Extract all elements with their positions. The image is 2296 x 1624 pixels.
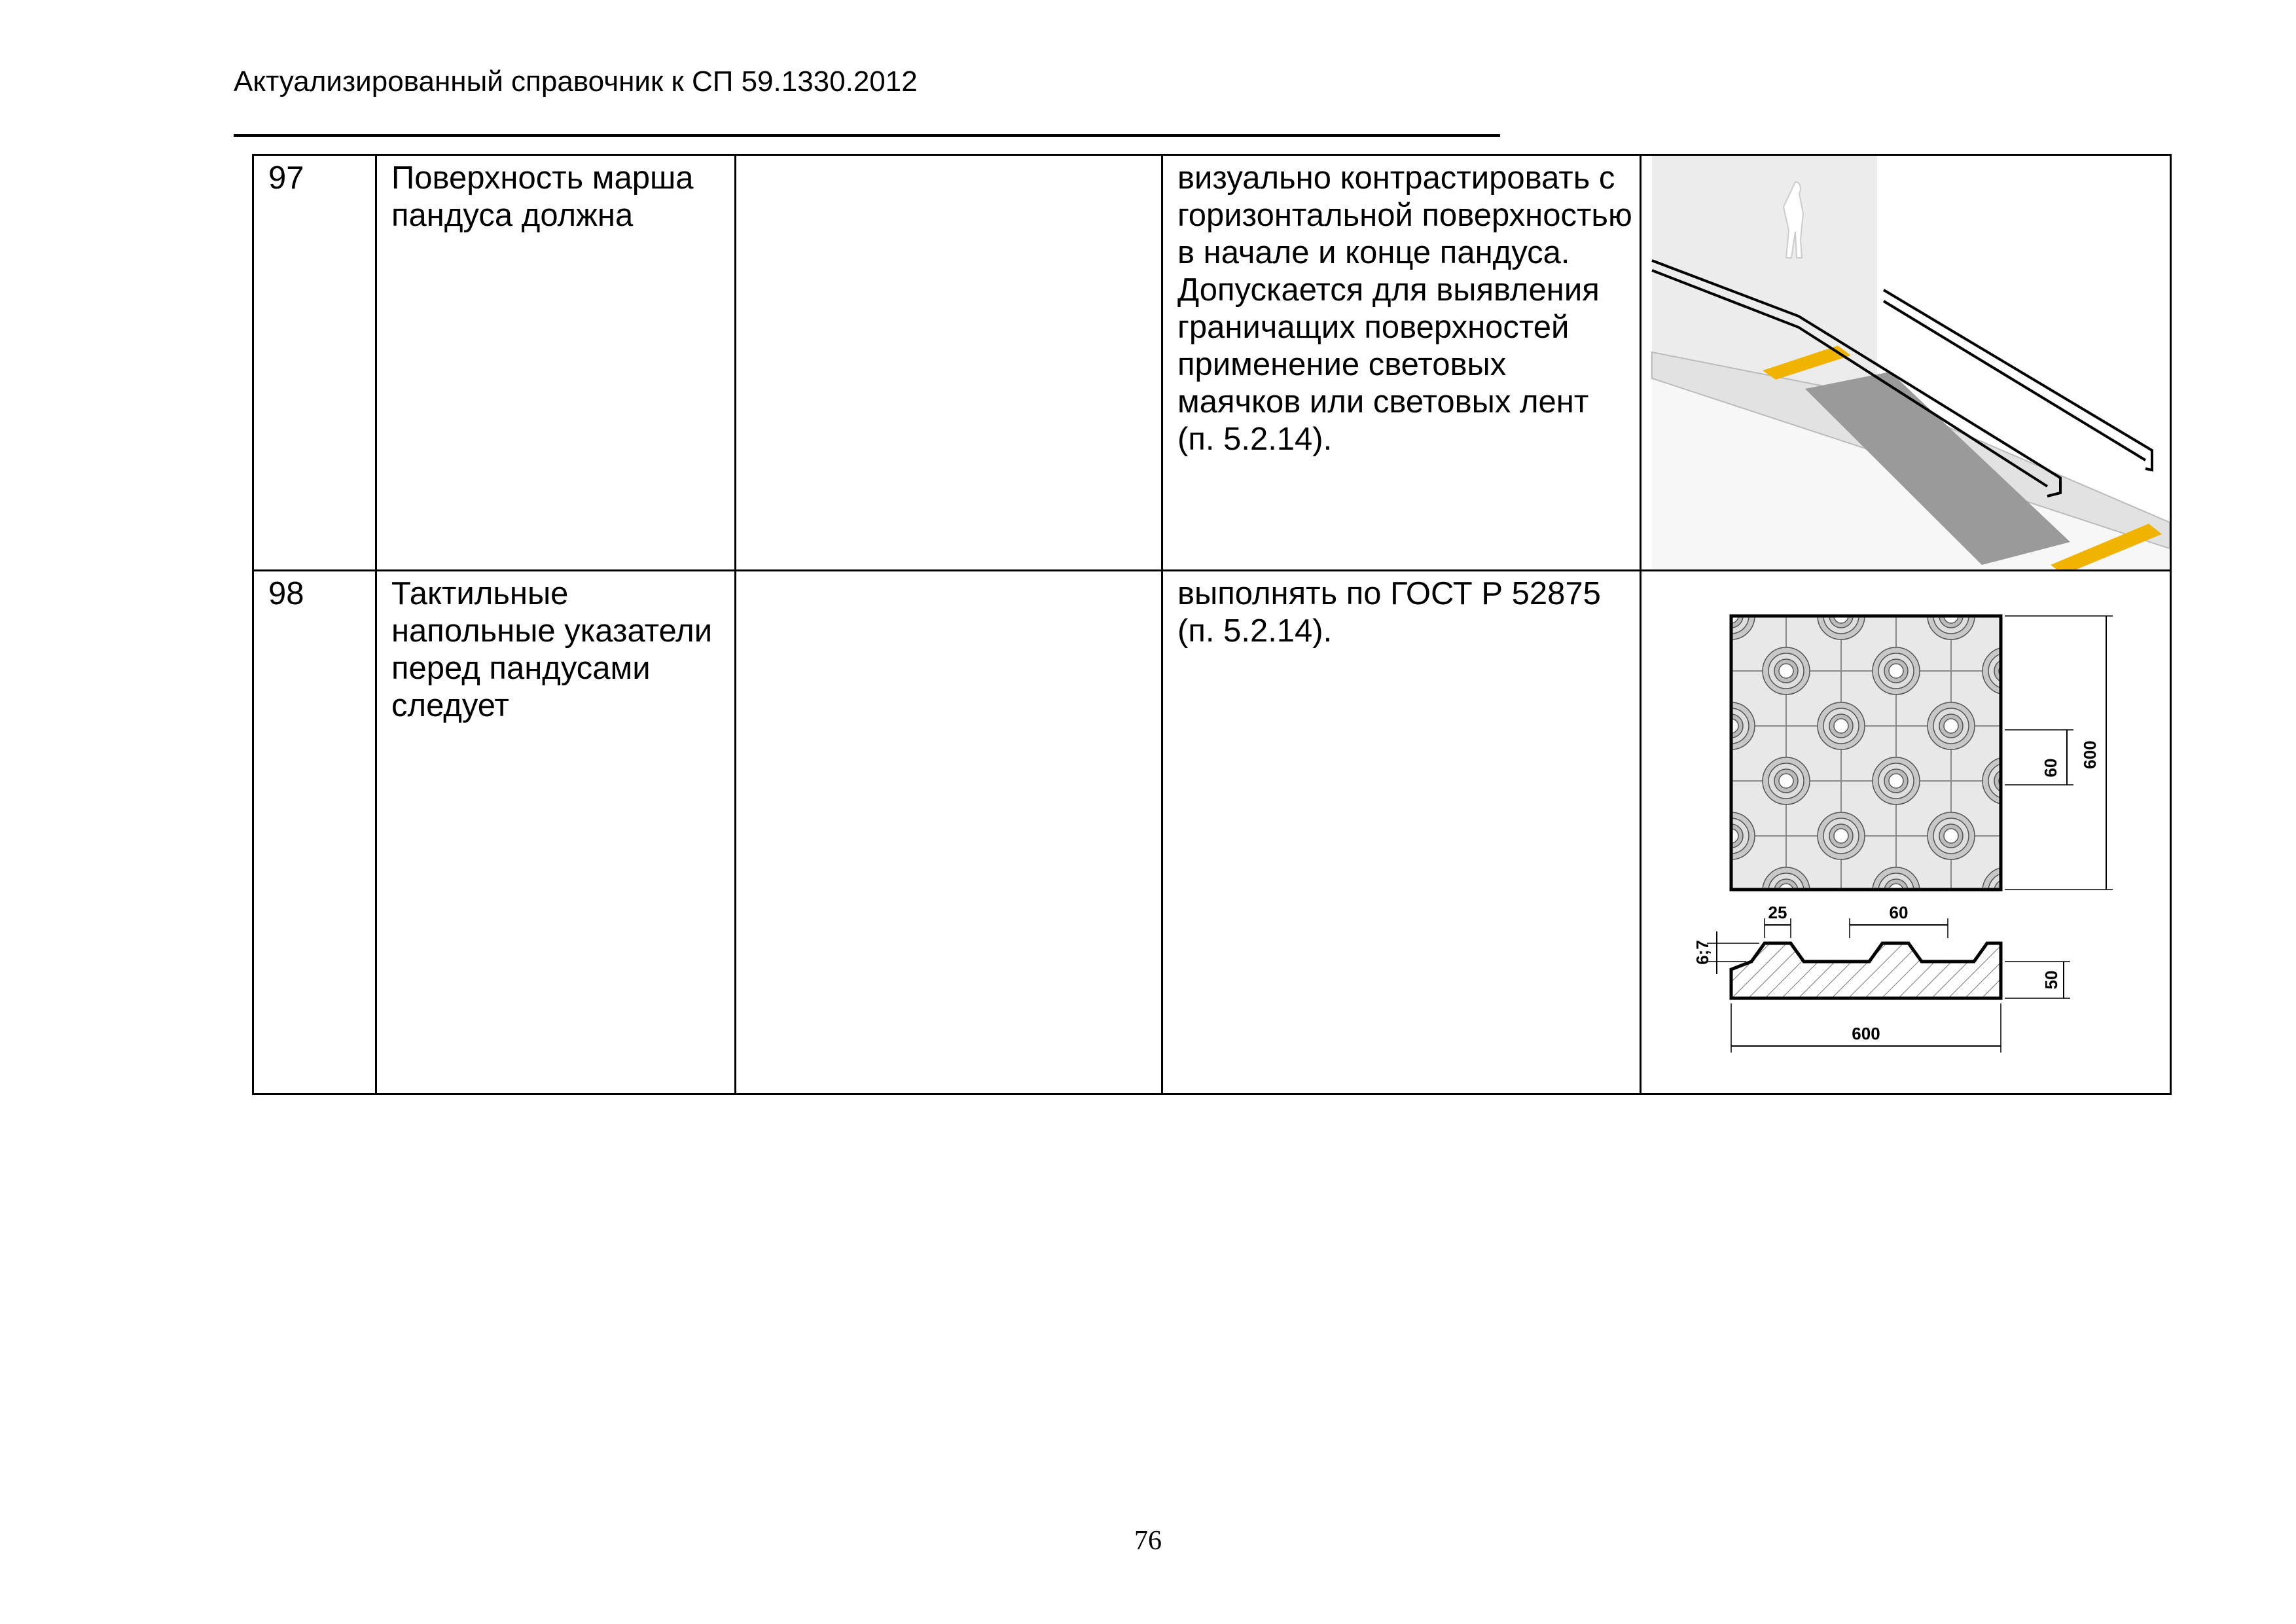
tactile-dome [1994, 769, 2018, 793]
tactile-tile-drawing-cell [1641, 571, 2171, 1094]
tactile-dome [1834, 719, 1848, 733]
tactile-dome [1988, 653, 2024, 689]
tactile-dome [1889, 664, 1903, 678]
row-subject: Тактильные напольные указатели перед пандусами следует [391, 576, 713, 723]
header-rule [234, 134, 1500, 137]
document-header: Актуализированный справочник к СП 59.1330.2012 [234, 65, 918, 98]
tactile-dome [1779, 664, 1793, 678]
tactile-dome [1779, 774, 1793, 788]
row-number-cell [253, 571, 376, 1094]
ramp-illustration [1641, 156, 2170, 569]
dim-thickness: 50 [2041, 970, 2061, 990]
empty-cell [736, 571, 1162, 1094]
dim-overall-width: 600 [1852, 1024, 1880, 1043]
subject-cell [376, 155, 736, 571]
table-row [253, 571, 2171, 1094]
tactile-tile-drawing [1641, 571, 2170, 1093]
page-number: 76 [1134, 1526, 1162, 1556]
row-number: 98 [268, 576, 304, 611]
row-number-cell [253, 155, 376, 571]
dim-relief-height: 6;7 [1693, 940, 1712, 965]
tactile-dome [1988, 763, 2024, 799]
requirement-cell [1162, 155, 1641, 571]
tile-profile [1731, 943, 2001, 998]
dim-top-width: 25 [1768, 903, 1787, 922]
tactile-dome [1944, 829, 1958, 843]
subject-cell [376, 571, 736, 1094]
requirements-table [252, 154, 2172, 1095]
row-subject: Поверхность марша пандуса должна [391, 160, 694, 233]
tactile-dome [1944, 719, 1958, 733]
tactile-dome [1994, 659, 2018, 683]
row-number: 97 [268, 160, 304, 196]
row-requirement: выполнять по ГОСТ Р 52875 (п. 5.2.14). [1177, 576, 1601, 649]
table-row [253, 155, 2171, 571]
dim-overall-height: 600 [2080, 740, 2100, 769]
requirement-cell [1162, 571, 1641, 1094]
tactile-dome [1889, 774, 1903, 788]
dim-pitch-vertical: 60 [2041, 758, 2060, 778]
tactile-dome [1834, 829, 1848, 843]
empty-cell [736, 155, 1162, 571]
ramp-illustration-cell [1641, 155, 2171, 571]
row-requirement: визуально контрастировать с горизонтальной поверхностью в начале и конце пандуса. Допускается для выявления граничащих поверхностей применение световых маячков или световых лент (п. 5.2.14). [1177, 160, 1632, 457]
dim-pitch-horizontal: 60 [1889, 903, 1909, 922]
